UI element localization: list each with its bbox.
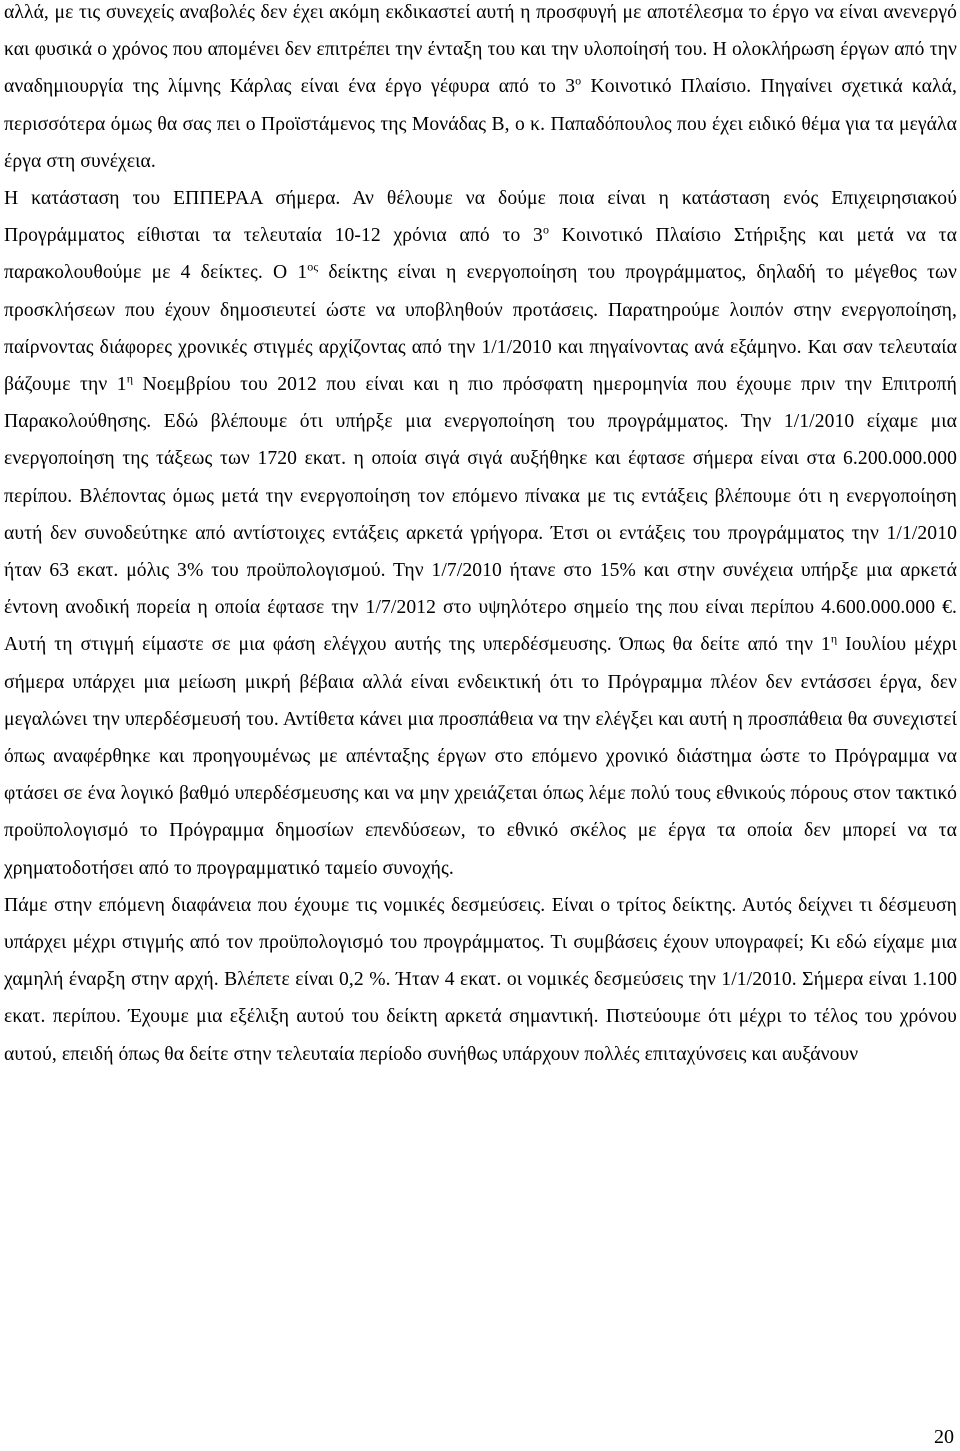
superscript-ordinal: η [830,632,838,647]
text-run: αλλά, με τις συνεχείς αναβολές δεν έχει ακόμη εκδικαστεί αυτή η προσφυγή με αποτέλεσμα το έργο να είναι ανενεργό και φυσικά ο χρόνος που απομένει δεν επιτρέπει την ένταξη του και την υλοποίησή του. Η ολοκλήρωση έργων από την αναδημιουργία της λίμνης Κάρλας είναι ένα έργο γέφυρα από το 3 [4,2,957,98]
superscript-ordinal: ο [542,222,550,237]
paragraph-1 [4,0,957,180]
superscript-ordinal: ο [575,73,582,88]
text-run: Ιουλίου μέχρι σήμερα υπάρχει μια μείωση μικρή βέβαια αλλά είναι ενδεικτική ότι το Πρόγραμμα πλέον δεν εντάσσει έργα, δεν μεγαλώνει την υπερδέσμευσή του. Αντίθετα κάνει μια προσπάθεια να την ελέγξει και αυτή η προσπάθεια θα συνεχιστεί όπως αναφέρθηκε και προηγουμένως με απένταξης έργων στο επόμενο χρονικό διάστημα ώστε το Πρόγραμμα να φτάσει σε ένα λογικό βαθμό υπερδέσμευσης και να μην χρειάζεται όπως λέμε πολύ τους εθνικούς πόρους στον τακτικό προϋπολογισμό το Πρόγραμμα δημοσίων επενδύσεων, το εθνικό σκέλος με έργα τα οποία δεν μπορεί να τα χρηματοδοτήσει από το προγραμματικό ταμείο συνοχής. [4,634,958,879]
text-run: δείκτης είναι η ενεργοποίηση του προγράμματος, δηλαδή το μέγεθος των προσκλήσεων που έχουν δημοσιευτεί ώστε να υποβληθούν προτάσεις. Παρατηρούμε λοιπόν στην ενεργοποίηση, παίρνοντας διάφορες χρονικές στιγμές αρχίζοντας από την 1/1/2010 και πηγαίνοντας ανά εξάμηνο. Και σαν τελευταία βάζουμε την 1 [4,262,957,396]
body-text [4,0,957,1073]
text-run: Νοεμβρίου του 2012 που είναι και η πιο πρόσφατη ημερομηνία που έχουμε πριν την Επιτροπή Παρακολούθησης. Εδώ βλέπουμε ότι υπήρξε μια ενεργοποίηση του προγράμματος. Την 1/1/2010 είχαμε μια ενεργοποίηση της τάξεως των 1720 εκατ. η οποία σιγά σιγά αυξήθηκε και έφτασε σήμερα είναι στα 6.200.000.000 περίπου. Βλέποντας όμως μετά την ενεργοποίηση τον επόμενο πίνακα με τις εντάξεις βλέπουμε ότι η ενεργοποίηση αυτή δεν συνοδεύτηκε από αντίστοιχες εντάξεις αρκετά γρήγορα. Έτσι οι εντάξεις του προγράμματος την 1/1/2010 ήταν 63 εκατ. μόλις 3% του προϋπολογισμού. Την 1/7/2010 ήτανε στο 15% και στην συνέχεια υπήρξε μια αρκετά έντονη ανοδική πορεία η οποία έφτασε την 1/7/2012 στο υψηλότερο σημείο της που είναι περίπου 4.600.000.000 €. Αυτή τη στιγμή είμαστε σε μια φάση ελέγχου αυτής της υπερδέσμευσης. Όπως θα δείτε από την 1 [4,374,957,656]
superscript-ordinal: η [126,371,134,386]
superscript-ordinal: ος [307,259,319,274]
paragraph-2 [4,180,957,887]
page-number: 20 [934,1426,954,1448]
text-run: Κοινοτικό Πλαίσιο Στήριξης και μετά να τα παρακολουθούμε με 4 δείκτες. Ο 1 [4,225,957,284]
paragraph-3 [4,887,957,1073]
text-run: Πάμε στην επόμενη διαφάνεια που έχουμε τις νομικές δεσμεύσεις. Είναι ο τρίτος δείκτης. Αυτός δείχνει τι δέσμευση υπάρχει μέχρι στιγμής από τον προϋπολογισμό του προγράμματος. Τι συμβάσεις έχουν υπογραφεί; Κι εδώ είχαμε μια χαμηλή έναρξη στην αρχή. Βλέπετε είναι 0,2 %. Ήταν 4 εκατ. οι νομικές δεσμεύσεις την 1/1/2010. Σήμερα είναι 1.100 εκατ. περίπου. Έχουμε μια εξέλιξη αυτού του δείκτη αρκετά σημαντική. Πιστεύουμε ότι μέχρι το τέλος του χρόνου αυτού, επειδή όπως θα δείτε στην τελευταία περίοδο συνήθως υπάρχουν πολλές επιταχύνσεις και αυξάνουν [4,894,957,1065]
text-run: Η κατάσταση του ΕΠΠΕΡΑΑ σήμερα. Αν θέλουμε να δούμε ποια είναι η κατάσταση ενός Επιχειρησιακού Προγράμματος είθισται τα τελευταία 10-12 χρόνια από το 3 [4,188,957,247]
text-run: Κοινοτικό Πλαίσιο. Πηγαίνει σχετικά καλά, περισσότερα όμως θα σας πει ο Προϊστάμενος της Μονάδας Β, ο κ. Παπαδόπουλος που έχει ειδικό θέμα για τα μεγάλα έργα στη συνέχεια. [4,76,957,172]
